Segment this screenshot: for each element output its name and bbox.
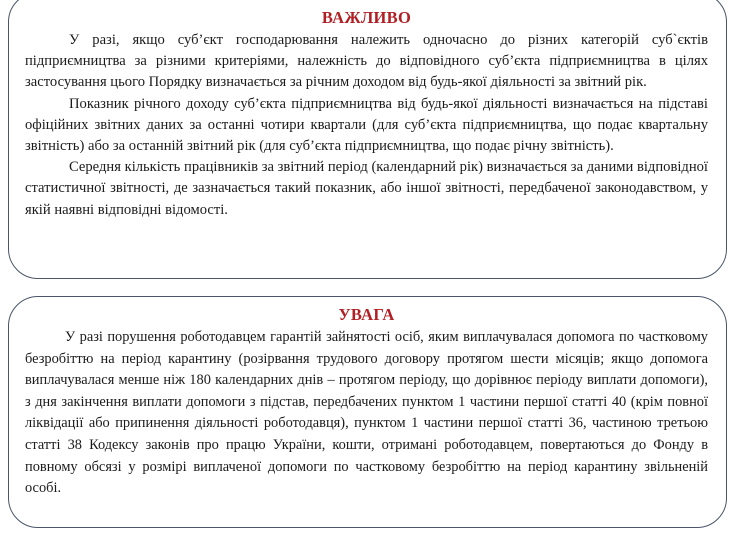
paragraph: У разі, якщо суб’єкт господарювання належить одночасно до різних категорій суб`єктів підприємництва за різними критеріями, належність до відповідного суб’єкта підприємництва в цілях застосування цього Порядку визначається за річним доходом від будь-якої діяльності за звітний рік. — [25, 31, 708, 91]
paragraph: Середня кількість працівників за звітний період (календарний рік) визначається за даними відповідної статистичної звітності, де зазначається такий показник, або іншої звітності, передбаченої законодавством, у якій наявні відповідні відомості. — [25, 159, 708, 218]
paragraph: У разі порушення роботодавцем гарантій зайнятості осіб, яким виплачувалася допомога по частковому безробіттю на період карантину (розірвання трудового договору протягом шести місяців; якщо допомога виплачувалася менше ніж 180 календарних днів – протягом періоду, що дорівнює періоду виплати допомоги), з дня закінчення виплати допомоги з підстав, передбачених пунктом 1 частини першої статті 40 (крім повної ліквідації або припинення діяльності роботодавця), пунктом 1 частини першої статті 36, частиною третьою статті 38 Кодексу законів про працю України, кошти, отримані роботодавцем, повертаються до Фонду в повному обсязі у розмірі виплаченої допомоги по частковому безробіттю на період карантину звільненій особі. — [25, 328, 708, 497]
callout-body-attention — [25, 327, 708, 500]
callout-content-important — [9, 0, 726, 221]
callout-body-important — [25, 30, 708, 221]
callout-content-attention — [9, 297, 726, 500]
callout-box-important — [8, 0, 727, 279]
callout-box-attention — [8, 296, 727, 528]
callout-title-attention: УВАГА — [338, 305, 395, 324]
paragraph: Показник річного доходу суб’єкта підприємництва від будь-якої діяльності визначається на підставі офіційних звітних даних за останні чотири квартали (для суб’єкта підприємництва, що подає квартальну звітність) або за останній звітний рік (для суб’єкта підприємництва, що подає річну звітність). — [25, 95, 708, 154]
callout-title-important: ВАЖЛИВО — [321, 8, 412, 27]
